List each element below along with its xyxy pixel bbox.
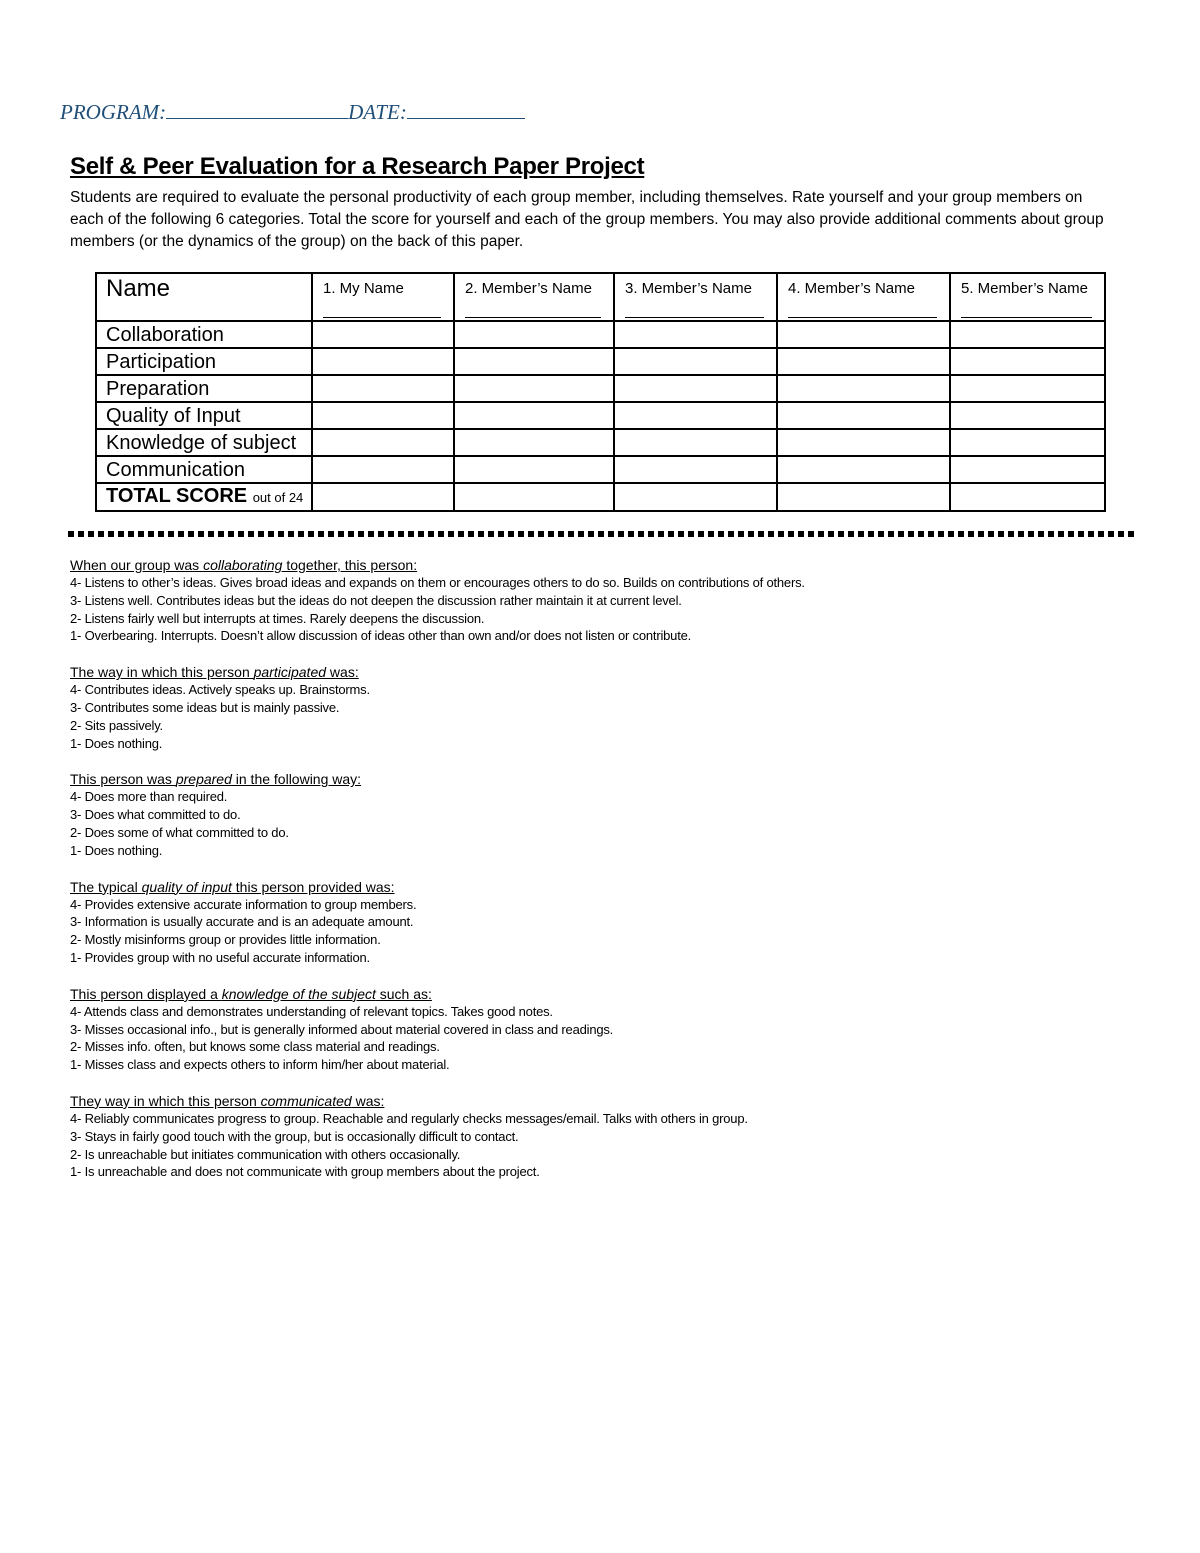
table-row bbox=[96, 456, 1105, 483]
heading-text: together, this person: bbox=[282, 557, 418, 573]
rubric-heading bbox=[70, 663, 1070, 681]
rubric-item: 4- Does more than required. bbox=[70, 789, 228, 805]
member-header-4[interactable] bbox=[777, 273, 950, 321]
heading-text: They way in which this person bbox=[70, 1092, 261, 1109]
member-header-2[interactable] bbox=[454, 273, 614, 321]
score-cell[interactable] bbox=[614, 402, 777, 429]
rubric-item: 4- Listens to other’s ideas. Gives broad ideas and expands on them or encourages others to do so. Builds on contributions of others. bbox=[70, 575, 805, 590]
heading-text: The way in which this person bbox=[70, 664, 254, 681]
score-cell[interactable] bbox=[312, 429, 454, 456]
rubric-item: 3- Information is usually accurate and is an adequate amount. bbox=[70, 914, 414, 930]
rubric-item: 3- Listens well. Contributes ideas but the ideas do not deepen the discussion rather maintain it at current level. bbox=[70, 592, 682, 608]
rubric-item: 3- Stays in fairly good touch with the group, but is occasionally difficult to contact. bbox=[70, 1128, 519, 1144]
rubric-item: 4- Reliably communicates progress to group. Reachable and regularly checks messages/email. Talks with others in group. bbox=[70, 1110, 748, 1126]
member-label-3: 3. Member’s Name bbox=[625, 280, 752, 297]
heading-text: The typical bbox=[70, 878, 142, 895]
score-cell[interactable] bbox=[777, 375, 950, 402]
program-field[interactable] bbox=[166, 100, 348, 119]
table-row bbox=[96, 402, 1105, 429]
rubric-item: 1- Provides group with no useful accurate information. bbox=[70, 949, 370, 965]
rubric-heading bbox=[70, 770, 1070, 788]
score-cell[interactable] bbox=[950, 456, 1105, 483]
member-header-5[interactable] bbox=[950, 273, 1105, 321]
program-date-line bbox=[60, 100, 525, 125]
rubric-item: 1- Does nothing. bbox=[70, 842, 163, 858]
category-label: Knowledge of subject bbox=[96, 429, 312, 456]
score-cell[interactable] bbox=[454, 429, 614, 456]
name-header-cell: Name bbox=[96, 273, 312, 321]
member-label-5: 5. Member’s Name bbox=[961, 280, 1088, 297]
rubric-item: 4- Provides extensive accurate information to group members. bbox=[70, 896, 417, 912]
page-title: Self & Peer Evaluation for a Research Paper Project bbox=[70, 153, 645, 180]
rubric-section-participation bbox=[70, 663, 1070, 752]
rubric-item: 3- Does what committed to do. bbox=[70, 807, 241, 823]
total-label-cell bbox=[96, 483, 312, 511]
score-cell[interactable] bbox=[950, 375, 1105, 402]
rubric-item: 3- Misses occasional info., but is generally informed about material covered in class and readings. bbox=[70, 1021, 614, 1037]
member-label-2: 2. Member’s Name bbox=[465, 280, 592, 297]
rubric-item: 2- Is unreachable but initiates communication with others occasionally. bbox=[70, 1146, 461, 1162]
table-row bbox=[96, 348, 1105, 375]
rubric-item: 2- Sits passively. bbox=[70, 717, 163, 733]
rubric-item: 4- Attends class and demonstrates understanding of relevant topics. Takes good notes. bbox=[70, 1003, 553, 1019]
category-label: Participation bbox=[96, 348, 312, 375]
date-label: DATE: bbox=[348, 100, 407, 124]
rubric-heading bbox=[70, 878, 1070, 896]
member-name-line-1 bbox=[323, 317, 441, 318]
score-cell[interactable] bbox=[614, 456, 777, 483]
heading-text: When our group was bbox=[70, 557, 204, 573]
score-cell[interactable] bbox=[777, 402, 950, 429]
score-cell[interactable] bbox=[614, 429, 777, 456]
total-score-sub: out of 24 bbox=[252, 490, 304, 505]
heading-emphasis: prepared bbox=[175, 771, 232, 788]
heading-emphasis: collaborating bbox=[203, 557, 283, 573]
heading-text: was: bbox=[351, 1092, 385, 1109]
score-cell[interactable] bbox=[777, 456, 950, 483]
score-cell[interactable] bbox=[312, 321, 454, 348]
score-cell[interactable] bbox=[614, 375, 777, 402]
instructions-text: Students are required to evaluate the personal productivity of each group member, including themselves. Rate yourself and your group members on each of the following 6 categories. Total the score for yourself and each of the group members. You may also provide additional comments about group members (or the dynamics of the group) on the back of this paper. bbox=[70, 189, 1104, 250]
heading-emphasis: participated bbox=[253, 664, 327, 681]
total-cell[interactable] bbox=[950, 483, 1105, 511]
score-cell[interactable] bbox=[454, 321, 614, 348]
rubric-section-quality bbox=[70, 878, 1070, 967]
table-header-row bbox=[96, 273, 1105, 321]
member-label-4: 4. Member’s Name bbox=[788, 280, 915, 297]
score-cell[interactable] bbox=[950, 321, 1105, 348]
score-cell[interactable] bbox=[454, 456, 614, 483]
rubric-item: 2- Misses info. often, but knows some class material and readings. bbox=[70, 1039, 440, 1055]
rubric-section-communication bbox=[70, 1092, 1070, 1181]
category-label: Quality of Input bbox=[96, 402, 312, 429]
score-cell[interactable] bbox=[312, 402, 454, 429]
rubric-heading bbox=[70, 556, 1070, 574]
cut-line-divider bbox=[68, 531, 1134, 537]
category-label: Collaboration bbox=[96, 321, 312, 348]
score-cell[interactable] bbox=[614, 348, 777, 375]
category-label: Communication bbox=[96, 456, 312, 483]
score-cell[interactable] bbox=[777, 348, 950, 375]
member-name-line-4 bbox=[788, 317, 937, 318]
heading-text: such as: bbox=[375, 985, 432, 1002]
heading-emphasis: knowledge of the subject bbox=[221, 985, 376, 1002]
heading-text: was: bbox=[326, 664, 359, 681]
member-header-1[interactable] bbox=[312, 273, 454, 321]
total-cell[interactable] bbox=[614, 483, 777, 511]
member-name-line-2 bbox=[465, 317, 601, 318]
rubric-section-collaboration bbox=[70, 556, 1070, 645]
rubric-section-knowledge bbox=[70, 985, 1070, 1074]
total-score-label: TOTAL SCORE bbox=[106, 485, 248, 507]
rubric bbox=[70, 556, 1070, 1199]
table-row bbox=[96, 321, 1105, 348]
rubric-item: 1- Misses class and expects others to inform him/her about material. bbox=[70, 1057, 450, 1073]
score-cell[interactable] bbox=[312, 456, 454, 483]
heading-text: in the following way: bbox=[231, 771, 362, 788]
rubric-item: 3- Contributes some ideas but is mainly passive. bbox=[70, 699, 340, 715]
score-cell[interactable] bbox=[454, 348, 614, 375]
total-row bbox=[96, 483, 1105, 511]
rubric-item: 4- Contributes ideas. Actively speaks up. Brainstorms. bbox=[70, 682, 370, 698]
rubric-item: 2- Does some of what committed to do. bbox=[70, 824, 289, 840]
score-cell[interactable] bbox=[777, 429, 950, 456]
member-label-1: 1. My Name bbox=[323, 280, 404, 297]
total-cell[interactable] bbox=[777, 483, 950, 511]
rubric-item: 2- Listens fairly well but interrupts at times. Rarely deepens the discussion. bbox=[70, 610, 485, 626]
table-row bbox=[96, 429, 1105, 456]
evaluation-table bbox=[95, 272, 1106, 512]
score-cell[interactable] bbox=[777, 321, 950, 348]
heading-emphasis: communicated bbox=[260, 1092, 352, 1109]
rubric-item: 1- Does nothing. bbox=[70, 735, 163, 751]
score-cell[interactable] bbox=[950, 348, 1105, 375]
score-cell[interactable] bbox=[950, 402, 1105, 429]
member-header-3[interactable] bbox=[614, 273, 777, 321]
score-cell[interactable] bbox=[454, 402, 614, 429]
heading-text: this person provided was: bbox=[231, 878, 395, 895]
date-field[interactable] bbox=[407, 100, 525, 119]
heading-emphasis: quality of input bbox=[141, 878, 232, 895]
score-cell[interactable] bbox=[614, 321, 777, 348]
rubric-section-preparation bbox=[70, 770, 1070, 859]
program-label: PROGRAM: bbox=[60, 100, 167, 124]
category-label: Preparation bbox=[96, 375, 312, 402]
rubric-heading bbox=[70, 985, 1070, 1003]
heading-text: This person was bbox=[70, 771, 176, 788]
score-cell[interactable] bbox=[312, 348, 454, 375]
heading-text: This person displayed a bbox=[70, 985, 222, 1002]
rubric-item: 1- Overbearing. Interrupts. Doesn’t allow discussion of ideas other than own and/or does not listen or contribute. bbox=[70, 628, 692, 644]
rubric-item: 1- Is unreachable and does not communicate with group members about the project. bbox=[70, 1164, 540, 1180]
score-cell[interactable] bbox=[312, 375, 454, 402]
score-cell[interactable] bbox=[950, 429, 1105, 456]
total-cell[interactable] bbox=[454, 483, 614, 511]
rubric-item: 2- Mostly misinforms group or provides little information. bbox=[70, 932, 381, 948]
member-name-line-5 bbox=[961, 317, 1092, 318]
score-cell[interactable] bbox=[454, 375, 614, 402]
rubric-heading bbox=[70, 1092, 1070, 1110]
member-name-line-3 bbox=[625, 317, 764, 318]
total-cell[interactable] bbox=[312, 483, 454, 511]
table-row bbox=[96, 375, 1105, 402]
